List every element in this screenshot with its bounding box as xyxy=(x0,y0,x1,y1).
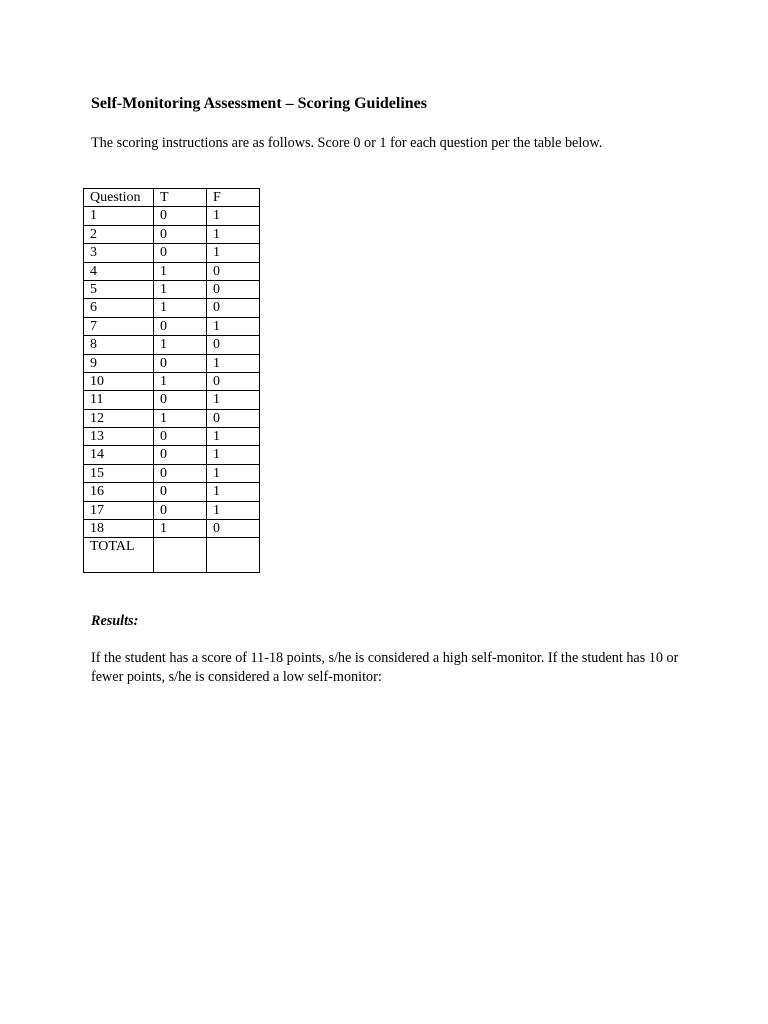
question-number-cell: 13 xyxy=(84,428,154,446)
true-score-cell: 0 xyxy=(154,207,207,225)
table-row xyxy=(84,391,260,409)
false-score-cell: 1 xyxy=(207,225,260,243)
table-row xyxy=(84,446,260,464)
table-row xyxy=(84,207,260,225)
header-false: F xyxy=(207,189,260,207)
table-row xyxy=(84,354,260,372)
false-score-cell: 0 xyxy=(207,336,260,354)
question-number-cell: 12 xyxy=(84,409,154,427)
table-row xyxy=(84,501,260,519)
question-number-cell: 2 xyxy=(84,225,154,243)
question-number-cell: 18 xyxy=(84,520,154,538)
table-row xyxy=(84,225,260,243)
true-score-cell: 0 xyxy=(154,483,207,501)
table-row xyxy=(84,317,260,335)
question-number-cell: 11 xyxy=(84,391,154,409)
true-score-cell: 1 xyxy=(154,372,207,390)
table-row xyxy=(84,280,260,298)
true-score-cell: 0 xyxy=(154,244,207,262)
false-score-cell: 1 xyxy=(207,391,260,409)
false-score-cell: 0 xyxy=(207,262,260,280)
table-row xyxy=(84,299,260,317)
true-score-cell: 1 xyxy=(154,409,207,427)
question-number-cell: 8 xyxy=(84,336,154,354)
false-score-cell: 1 xyxy=(207,428,260,446)
question-number-cell: 4 xyxy=(84,262,154,280)
question-number-cell: 3 xyxy=(84,244,154,262)
table-header-row xyxy=(84,189,260,207)
true-score-cell: 1 xyxy=(154,336,207,354)
question-number-cell: 17 xyxy=(84,501,154,519)
question-number-cell: 15 xyxy=(84,464,154,482)
table-row xyxy=(84,428,260,446)
false-score-cell: 1 xyxy=(207,207,260,225)
false-score-cell: 1 xyxy=(207,501,260,519)
header-true: T xyxy=(154,189,207,207)
header-question: Question xyxy=(84,189,154,207)
table-row xyxy=(84,244,260,262)
total-true-cell xyxy=(154,538,207,573)
false-score-cell: 1 xyxy=(207,244,260,262)
table-row xyxy=(84,409,260,427)
true-score-cell: 1 xyxy=(154,280,207,298)
table-row xyxy=(84,464,260,482)
true-score-cell: 0 xyxy=(154,464,207,482)
true-score-cell: 0 xyxy=(154,317,207,335)
false-score-cell: 0 xyxy=(207,280,260,298)
true-score-cell: 0 xyxy=(154,501,207,519)
table-row xyxy=(84,336,260,354)
table-row xyxy=(84,483,260,501)
false-score-cell: 1 xyxy=(207,446,260,464)
question-number-cell: 7 xyxy=(84,317,154,335)
question-number-cell: 1 xyxy=(84,207,154,225)
false-score-cell: 0 xyxy=(207,409,260,427)
question-number-cell: 16 xyxy=(84,483,154,501)
table-row xyxy=(84,372,260,390)
question-number-cell: 10 xyxy=(84,372,154,390)
false-score-cell: 0 xyxy=(207,520,260,538)
true-score-cell: 1 xyxy=(154,520,207,538)
false-score-cell: 1 xyxy=(207,483,260,501)
scoring-table xyxy=(83,188,260,573)
table-row xyxy=(84,262,260,280)
true-score-cell: 1 xyxy=(154,299,207,317)
scoring-instructions: The scoring instructions are as follows. Score 0 or 1 for each question per the table below. xyxy=(91,135,603,151)
total-row xyxy=(84,538,260,573)
results-heading: Results: xyxy=(91,613,139,629)
true-score-cell: 0 xyxy=(154,391,207,409)
false-score-cell: 1 xyxy=(207,354,260,372)
total-label: TOTAL xyxy=(84,538,154,573)
true-score-cell: 0 xyxy=(154,354,207,372)
false-score-cell: 1 xyxy=(207,317,260,335)
false-score-cell: 1 xyxy=(207,464,260,482)
false-score-cell: 0 xyxy=(207,372,260,390)
question-number-cell: 6 xyxy=(84,299,154,317)
table-row xyxy=(84,520,260,538)
document-title: Self-Monitoring Assessment – Scoring Guidelines xyxy=(91,95,428,112)
question-number-cell: 14 xyxy=(84,446,154,464)
false-score-cell: 0 xyxy=(207,299,260,317)
question-number-cell: 9 xyxy=(84,354,154,372)
true-score-cell: 0 xyxy=(154,446,207,464)
total-false-cell xyxy=(207,538,260,573)
results-text: If the student has a score of 11-18 points, s/he is considered a high self-monitor. If the student has 10 or fewer points, s/he is considered a low self-monitor: xyxy=(91,650,679,685)
true-score-cell: 1 xyxy=(154,262,207,280)
question-number-cell: 5 xyxy=(84,280,154,298)
true-score-cell: 0 xyxy=(154,428,207,446)
true-score-cell: 0 xyxy=(154,225,207,243)
